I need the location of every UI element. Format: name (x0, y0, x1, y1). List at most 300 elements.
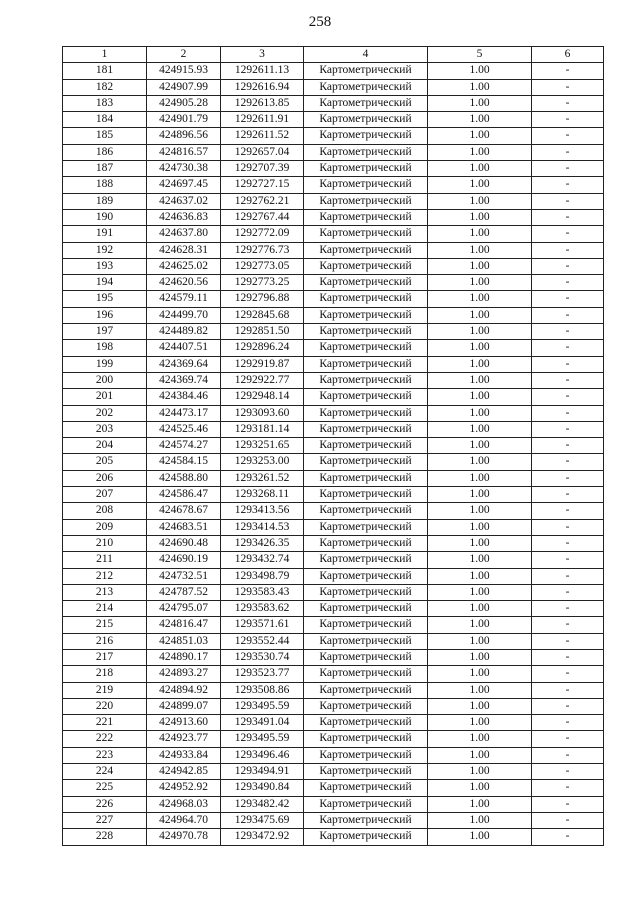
method-cell: Картометрический (304, 356, 428, 372)
point-number-cell: 217 (63, 649, 147, 665)
accuracy-cell: 1.00 (428, 95, 532, 111)
note-cell: - (532, 601, 604, 617)
note-cell: - (532, 128, 604, 144)
y-coordinate-cell: 1292616.94 (221, 79, 304, 95)
method-cell: Картометрический (304, 698, 428, 714)
y-coordinate-cell: 1293472.92 (221, 829, 304, 845)
method-cell: Картометрический (304, 503, 428, 519)
table-row (63, 731, 604, 747)
point-number-cell: 203 (63, 421, 147, 437)
accuracy-cell: 1.00 (428, 666, 532, 682)
note-cell: - (532, 226, 604, 242)
method-cell: Картометрический (304, 796, 428, 812)
method-cell: Картометрический (304, 128, 428, 144)
accuracy-cell: 1.00 (428, 649, 532, 665)
table-row (63, 177, 604, 193)
accuracy-cell: 1.00 (428, 764, 532, 780)
y-coordinate-cell: 1293491.04 (221, 715, 304, 731)
accuracy-cell: 1.00 (428, 568, 532, 584)
x-coordinate-cell: 424899.07 (147, 698, 221, 714)
note-cell: - (532, 552, 604, 568)
y-coordinate-cell: 1293414.53 (221, 519, 304, 535)
method-cell: Картометрический (304, 682, 428, 698)
note-cell: - (532, 112, 604, 128)
accuracy-cell: 1.00 (428, 209, 532, 225)
accuracy-cell: 1.00 (428, 601, 532, 617)
point-number-cell: 224 (63, 764, 147, 780)
table-row (63, 552, 604, 568)
point-number-cell: 206 (63, 470, 147, 486)
method-cell: Картометрический (304, 633, 428, 649)
method-cell: Картометрический (304, 144, 428, 160)
y-coordinate-cell: 1293498.79 (221, 568, 304, 584)
y-coordinate-cell: 1292657.04 (221, 144, 304, 160)
accuracy-cell: 1.00 (428, 519, 532, 535)
table-row (63, 193, 604, 209)
note-cell: - (532, 340, 604, 356)
note-cell: - (532, 454, 604, 470)
note-cell: - (532, 829, 604, 845)
note-cell: - (532, 144, 604, 160)
accuracy-cell: 1.00 (428, 63, 532, 79)
point-number-cell: 194 (63, 275, 147, 291)
note-cell: - (532, 389, 604, 405)
note-cell: - (532, 487, 604, 503)
note-cell: - (532, 177, 604, 193)
accuracy-cell: 1.00 (428, 747, 532, 763)
method-cell: Картометрический (304, 389, 428, 405)
x-coordinate-cell: 424893.27 (147, 666, 221, 682)
x-coordinate-cell: 424730.38 (147, 161, 221, 177)
method-cell: Картометрический (304, 291, 428, 307)
note-cell: - (532, 568, 604, 584)
table-row (63, 780, 604, 796)
x-coordinate-cell: 424964.70 (147, 812, 221, 828)
table-row (63, 340, 604, 356)
y-coordinate-cell: 1293530.74 (221, 649, 304, 665)
accuracy-cell: 1.00 (428, 535, 532, 551)
method-cell: Картометрический (304, 829, 428, 845)
x-coordinate-cell: 424896.56 (147, 128, 221, 144)
table-row (63, 764, 604, 780)
table-row (63, 307, 604, 323)
note-cell: - (532, 421, 604, 437)
note-cell: - (532, 193, 604, 209)
accuracy-cell: 1.00 (428, 796, 532, 812)
x-coordinate-cell: 424628.31 (147, 242, 221, 258)
x-coordinate-cell: 424683.51 (147, 519, 221, 535)
point-number-cell: 182 (63, 79, 147, 95)
note-cell: - (532, 584, 604, 600)
method-cell: Картометрический (304, 747, 428, 763)
y-coordinate-cell: 1293523.77 (221, 666, 304, 682)
method-cell: Картометрический (304, 470, 428, 486)
point-number-cell: 208 (63, 503, 147, 519)
table-row (63, 519, 604, 535)
method-cell: Картометрический (304, 666, 428, 682)
x-coordinate-cell: 424970.78 (147, 829, 221, 845)
method-cell: Картометрический (304, 649, 428, 665)
table-row (63, 633, 604, 649)
note-cell: - (532, 812, 604, 828)
table-header-row (63, 47, 604, 63)
note-cell: - (532, 405, 604, 421)
note-cell: - (532, 698, 604, 714)
accuracy-cell: 1.00 (428, 454, 532, 470)
accuracy-cell: 1.00 (428, 307, 532, 323)
accuracy-cell: 1.00 (428, 421, 532, 437)
table-row (63, 487, 604, 503)
y-coordinate-cell: 1292772.09 (221, 226, 304, 242)
column-header: 3 (221, 47, 304, 63)
note-cell: - (532, 275, 604, 291)
x-coordinate-cell: 424574.27 (147, 438, 221, 454)
table-row (63, 389, 604, 405)
x-coordinate-cell: 424968.03 (147, 796, 221, 812)
x-coordinate-cell: 424690.19 (147, 552, 221, 568)
accuracy-cell: 1.00 (428, 617, 532, 633)
note-cell: - (532, 666, 604, 682)
x-coordinate-cell: 424369.64 (147, 356, 221, 372)
table-row (63, 356, 604, 372)
point-number-cell: 212 (63, 568, 147, 584)
point-number-cell: 228 (63, 829, 147, 845)
point-number-cell: 198 (63, 340, 147, 356)
method-cell: Картометрический (304, 731, 428, 747)
column-header: 6 (532, 47, 604, 63)
method-cell: Картометрический (304, 307, 428, 323)
note-cell: - (532, 715, 604, 731)
table-row (63, 372, 604, 388)
table-row (63, 796, 604, 812)
method-cell: Картометрический (304, 242, 428, 258)
method-cell: Картометрический (304, 568, 428, 584)
point-number-cell: 184 (63, 112, 147, 128)
point-number-cell: 190 (63, 209, 147, 225)
method-cell: Картометрический (304, 812, 428, 828)
y-coordinate-cell: 1293496.46 (221, 747, 304, 763)
method-cell: Картометрический (304, 79, 428, 95)
method-cell: Картометрический (304, 340, 428, 356)
method-cell: Картометрический (304, 601, 428, 617)
y-coordinate-cell: 1292767.44 (221, 209, 304, 225)
point-number-cell: 181 (63, 63, 147, 79)
y-coordinate-cell: 1292611.52 (221, 128, 304, 144)
y-coordinate-cell: 1292896.24 (221, 340, 304, 356)
note-cell: - (532, 503, 604, 519)
point-number-cell: 214 (63, 601, 147, 617)
method-cell: Картометрический (304, 780, 428, 796)
table-row (63, 291, 604, 307)
accuracy-cell: 1.00 (428, 829, 532, 845)
x-coordinate-cell: 424907.99 (147, 79, 221, 95)
note-cell: - (532, 258, 604, 274)
y-coordinate-cell: 1293268.11 (221, 487, 304, 503)
table-row (63, 242, 604, 258)
accuracy-cell: 1.00 (428, 177, 532, 193)
y-coordinate-cell: 1293583.62 (221, 601, 304, 617)
note-cell: - (532, 209, 604, 225)
x-coordinate-cell: 424369.74 (147, 372, 221, 388)
note-cell: - (532, 438, 604, 454)
y-coordinate-cell: 1293495.59 (221, 731, 304, 747)
accuracy-cell: 1.00 (428, 258, 532, 274)
accuracy-cell: 1.00 (428, 682, 532, 698)
y-coordinate-cell: 1292762.21 (221, 193, 304, 209)
table-row (63, 682, 604, 698)
accuracy-cell: 1.00 (428, 698, 532, 714)
point-number-cell: 189 (63, 193, 147, 209)
accuracy-cell: 1.00 (428, 226, 532, 242)
point-number-cell: 216 (63, 633, 147, 649)
accuracy-cell: 1.00 (428, 812, 532, 828)
x-coordinate-cell: 424933.84 (147, 747, 221, 763)
method-cell: Картометрический (304, 177, 428, 193)
x-coordinate-cell: 424625.02 (147, 258, 221, 274)
y-coordinate-cell: 1293253.00 (221, 454, 304, 470)
x-coordinate-cell: 424678.67 (147, 503, 221, 519)
accuracy-cell: 1.00 (428, 324, 532, 340)
y-coordinate-cell: 1292851.50 (221, 324, 304, 340)
table-row (63, 601, 604, 617)
point-number-cell: 209 (63, 519, 147, 535)
table-row (63, 584, 604, 600)
point-number-cell: 199 (63, 356, 147, 372)
y-coordinate-cell: 1292919.87 (221, 356, 304, 372)
accuracy-cell: 1.00 (428, 242, 532, 258)
x-coordinate-cell: 424407.51 (147, 340, 221, 356)
method-cell: Картометрический (304, 226, 428, 242)
point-number-cell: 183 (63, 95, 147, 111)
table-row (63, 503, 604, 519)
x-coordinate-cell: 424923.77 (147, 731, 221, 747)
method-cell: Картометрический (304, 584, 428, 600)
accuracy-cell: 1.00 (428, 503, 532, 519)
point-number-cell: 202 (63, 405, 147, 421)
table-row (63, 144, 604, 160)
point-number-cell: 222 (63, 731, 147, 747)
point-number-cell: 185 (63, 128, 147, 144)
table-row (63, 63, 604, 79)
method-cell: Картометрический (304, 519, 428, 535)
table-row (63, 324, 604, 340)
column-header: 4 (304, 47, 428, 63)
method-cell: Картометрический (304, 161, 428, 177)
table-row (63, 79, 604, 95)
note-cell: - (532, 242, 604, 258)
y-coordinate-cell: 1292613.85 (221, 95, 304, 111)
note-cell: - (532, 617, 604, 633)
method-cell: Картометрический (304, 617, 428, 633)
x-coordinate-cell: 424584.15 (147, 454, 221, 470)
point-number-cell: 201 (63, 389, 147, 405)
point-number-cell: 220 (63, 698, 147, 714)
point-number-cell: 200 (63, 372, 147, 388)
x-coordinate-cell: 424890.17 (147, 649, 221, 665)
method-cell: Картометрический (304, 764, 428, 780)
note-cell: - (532, 649, 604, 665)
x-coordinate-cell: 424905.28 (147, 95, 221, 111)
table-row (63, 112, 604, 128)
accuracy-cell: 1.00 (428, 128, 532, 144)
method-cell: Картометрический (304, 63, 428, 79)
x-coordinate-cell: 424816.57 (147, 144, 221, 160)
y-coordinate-cell: 1292845.68 (221, 307, 304, 323)
table-row (63, 258, 604, 274)
note-cell: - (532, 161, 604, 177)
table-row (63, 209, 604, 225)
y-coordinate-cell: 1292922.77 (221, 372, 304, 388)
accuracy-cell: 1.00 (428, 275, 532, 291)
x-coordinate-cell: 424588.80 (147, 470, 221, 486)
accuracy-cell: 1.00 (428, 438, 532, 454)
x-coordinate-cell: 424499.70 (147, 307, 221, 323)
table-row (63, 161, 604, 177)
y-coordinate-cell: 1293251.65 (221, 438, 304, 454)
point-number-cell: 187 (63, 161, 147, 177)
x-coordinate-cell: 424787.52 (147, 584, 221, 600)
method-cell: Картометрический (304, 324, 428, 340)
coordinates-table (62, 46, 604, 846)
x-coordinate-cell: 424636.83 (147, 209, 221, 225)
accuracy-cell: 1.00 (428, 552, 532, 568)
note-cell: - (532, 535, 604, 551)
point-number-cell: 195 (63, 291, 147, 307)
method-cell: Картометрический (304, 258, 428, 274)
x-coordinate-cell: 424586.47 (147, 487, 221, 503)
method-cell: Картометрический (304, 438, 428, 454)
table-row (63, 438, 604, 454)
accuracy-cell: 1.00 (428, 731, 532, 747)
point-number-cell: 221 (63, 715, 147, 731)
note-cell: - (532, 79, 604, 95)
accuracy-cell: 1.00 (428, 193, 532, 209)
y-coordinate-cell: 1293413.56 (221, 503, 304, 519)
point-number-cell: 196 (63, 307, 147, 323)
table-row (63, 649, 604, 665)
y-coordinate-cell: 1292707.39 (221, 161, 304, 177)
y-coordinate-cell: 1292727.15 (221, 177, 304, 193)
table-row (63, 535, 604, 551)
note-cell: - (532, 356, 604, 372)
x-coordinate-cell: 424525.46 (147, 421, 221, 437)
method-cell: Картометрический (304, 95, 428, 111)
table-row (63, 226, 604, 242)
page-number: 258 (308, 14, 332, 30)
point-number-cell: 211 (63, 552, 147, 568)
accuracy-cell: 1.00 (428, 715, 532, 731)
y-coordinate-cell: 1292776.73 (221, 242, 304, 258)
x-coordinate-cell: 424952.92 (147, 780, 221, 796)
table-row (63, 617, 604, 633)
x-coordinate-cell: 424942.85 (147, 764, 221, 780)
accuracy-cell: 1.00 (428, 356, 532, 372)
table-row (63, 666, 604, 682)
x-coordinate-cell: 424851.03 (147, 633, 221, 649)
point-number-cell: 223 (63, 747, 147, 763)
point-number-cell: 186 (63, 144, 147, 160)
point-number-cell: 227 (63, 812, 147, 828)
point-number-cell: 197 (63, 324, 147, 340)
table-row (63, 95, 604, 111)
accuracy-cell: 1.00 (428, 144, 532, 160)
x-coordinate-cell: 424690.48 (147, 535, 221, 551)
y-coordinate-cell: 1292611.91 (221, 112, 304, 128)
point-number-cell: 205 (63, 454, 147, 470)
x-coordinate-cell: 424697.45 (147, 177, 221, 193)
method-cell: Картометрический (304, 275, 428, 291)
x-coordinate-cell: 424473.17 (147, 405, 221, 421)
x-coordinate-cell: 424732.51 (147, 568, 221, 584)
accuracy-cell: 1.00 (428, 389, 532, 405)
y-coordinate-cell: 1293571.61 (221, 617, 304, 633)
point-number-cell: 207 (63, 487, 147, 503)
y-coordinate-cell: 1292773.25 (221, 275, 304, 291)
point-number-cell: 225 (63, 780, 147, 796)
x-coordinate-cell: 424637.02 (147, 193, 221, 209)
method-cell: Картометрический (304, 405, 428, 421)
method-cell: Картометрический (304, 552, 428, 568)
x-coordinate-cell: 424620.56 (147, 275, 221, 291)
note-cell: - (532, 324, 604, 340)
method-cell: Картометрический (304, 535, 428, 551)
point-number-cell: 219 (63, 682, 147, 698)
y-coordinate-cell: 1292773.05 (221, 258, 304, 274)
accuracy-cell: 1.00 (428, 487, 532, 503)
accuracy-cell: 1.00 (428, 405, 532, 421)
y-coordinate-cell: 1292611.13 (221, 63, 304, 79)
method-cell: Картометрический (304, 209, 428, 225)
point-number-cell: 215 (63, 617, 147, 633)
accuracy-cell: 1.00 (428, 340, 532, 356)
method-cell: Картометрический (304, 487, 428, 503)
x-coordinate-cell: 424637.80 (147, 226, 221, 242)
note-cell: - (532, 519, 604, 535)
x-coordinate-cell: 424894.92 (147, 682, 221, 698)
method-cell: Картометрический (304, 112, 428, 128)
note-cell: - (532, 470, 604, 486)
note-cell: - (532, 731, 604, 747)
note-cell: - (532, 764, 604, 780)
accuracy-cell: 1.00 (428, 291, 532, 307)
method-cell: Картометрический (304, 421, 428, 437)
column-header: 5 (428, 47, 532, 63)
note-cell: - (532, 796, 604, 812)
y-coordinate-cell: 1292948.14 (221, 389, 304, 405)
y-coordinate-cell: 1293552.44 (221, 633, 304, 649)
point-number-cell: 192 (63, 242, 147, 258)
y-coordinate-cell: 1293093.60 (221, 405, 304, 421)
x-coordinate-cell: 424579.11 (147, 291, 221, 307)
note-cell: - (532, 780, 604, 796)
accuracy-cell: 1.00 (428, 470, 532, 486)
y-coordinate-cell: 1293181.14 (221, 421, 304, 437)
note-cell: - (532, 63, 604, 79)
point-number-cell: 188 (63, 177, 147, 193)
y-coordinate-cell: 1293495.59 (221, 698, 304, 714)
table-row (63, 454, 604, 470)
x-coordinate-cell: 424795.07 (147, 601, 221, 617)
column-header: 2 (147, 47, 221, 63)
accuracy-cell: 1.00 (428, 372, 532, 388)
y-coordinate-cell: 1293475.69 (221, 812, 304, 828)
note-cell: - (532, 747, 604, 763)
point-number-cell: 226 (63, 796, 147, 812)
y-coordinate-cell: 1293490.84 (221, 780, 304, 796)
column-header: 1 (63, 47, 147, 63)
x-coordinate-cell: 424384.46 (147, 389, 221, 405)
y-coordinate-cell: 1293482.42 (221, 796, 304, 812)
